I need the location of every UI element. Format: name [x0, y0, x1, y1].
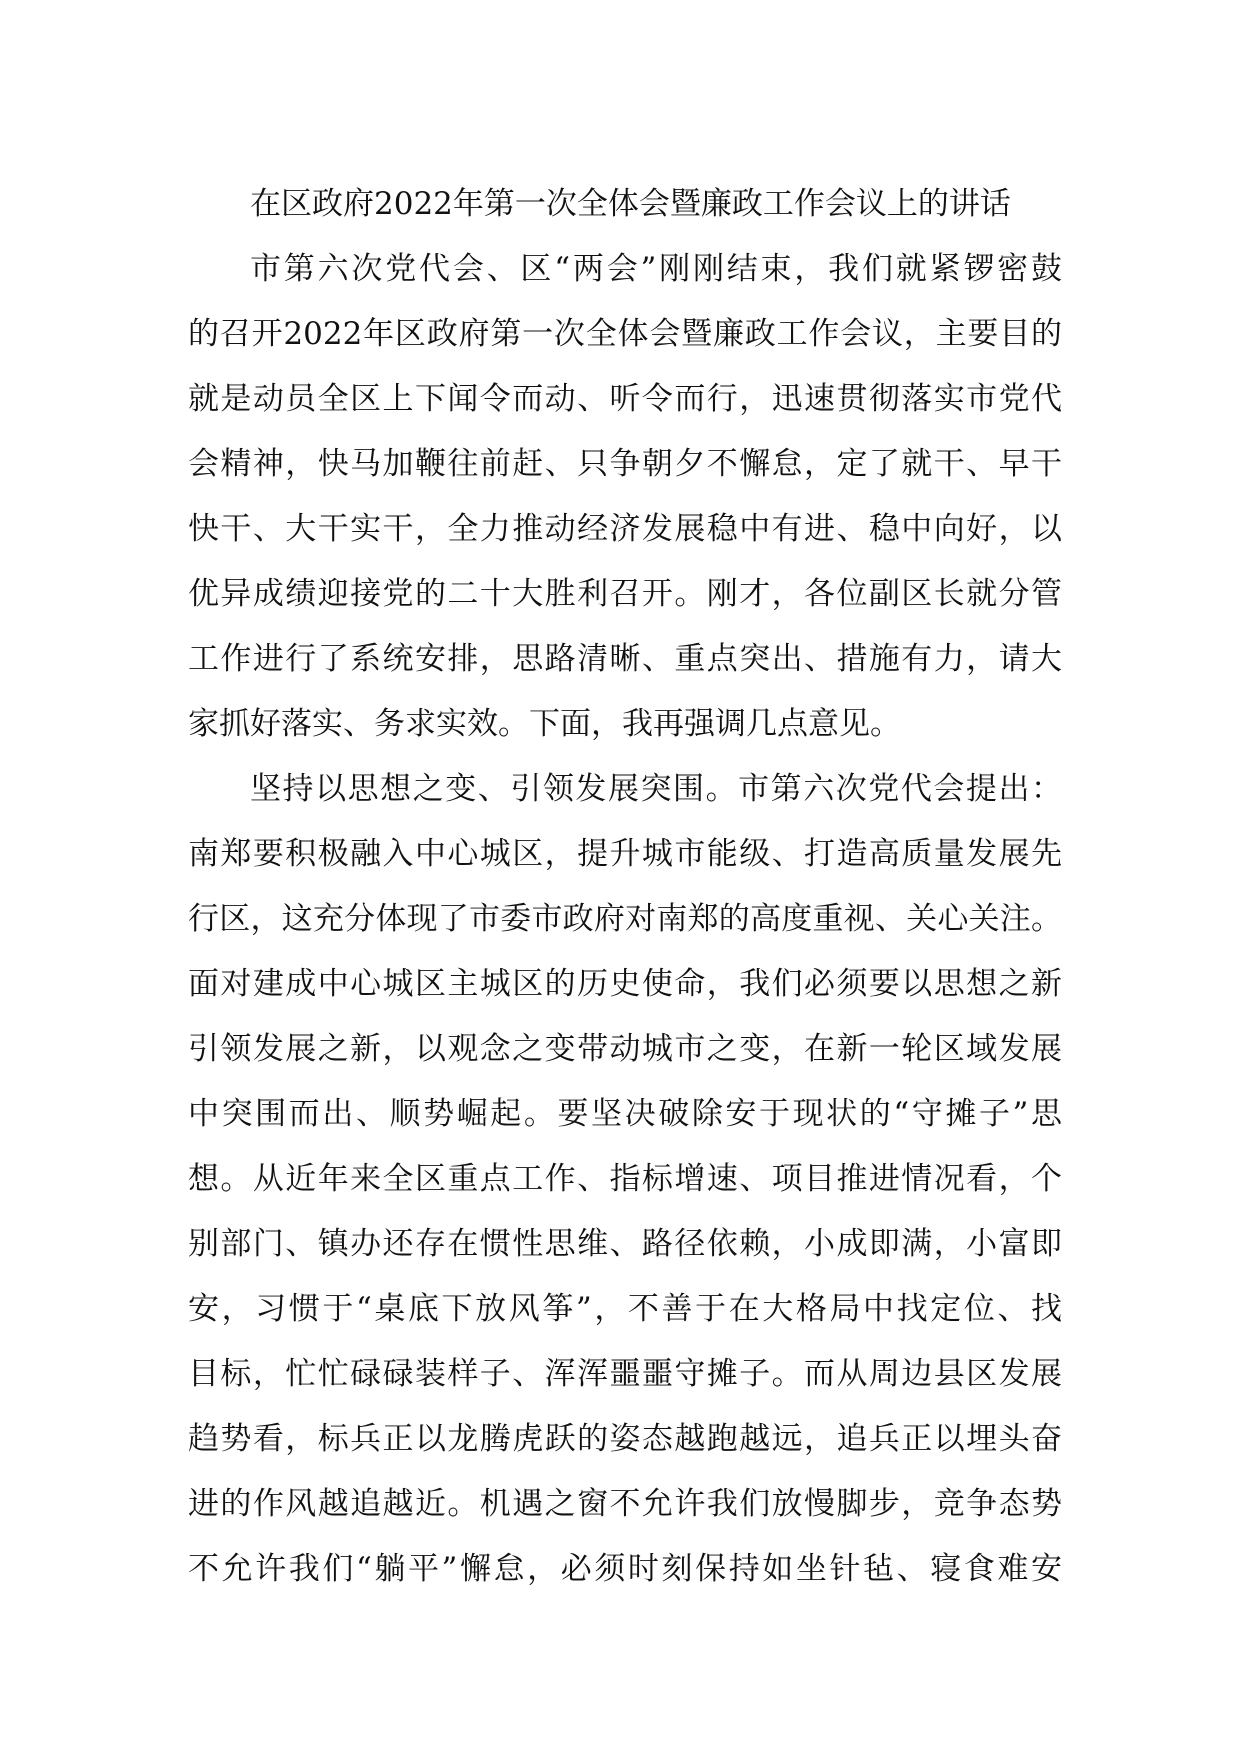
text-line: 家抓好落实、务求实效。下面，我再强调几点意见。: [188, 706, 901, 742]
text-line: 引领发展之新，以观念之变带动城市之变，在新一轮区域发展: [188, 1031, 1062, 1067]
text-line: 的召开2022年区政府第一次全体会暨廉政工作会议，主要目的: [188, 316, 1062, 352]
text-line: 市第六次党代会、区“两会”刚刚结束，我们就紧锣密鼓: [250, 251, 1062, 287]
text-line: 就是动员全区上下闻令而动、听令而行，迅速贯彻落实市党代: [188, 381, 1062, 417]
text-line: 南郑要积极融入中心城区，提升城市能级、打造高质量发展先: [188, 836, 1062, 872]
document-body: [188, 172, 1062, 1602]
text-line: 不允许我们“躺平”懈怠，必须时刻保持如坐针毡、寝食难安: [188, 1551, 1062, 1587]
document-title: 在区政府2022年第一次全体会暨廉政工作会议上的讲话: [250, 186, 1011, 222]
text-line: 优异成绩迎接党的二十大胜利召开。刚才，各位副区长就分管: [188, 576, 1062, 612]
paragraph-2: [188, 757, 1062, 1602]
text-line: 中突围而出、顺势崛起。要坚决破除安于现状的“守摊子”思: [188, 1096, 1062, 1132]
text-line: 快干、大干实干，全力推动经济发展稳中有进、稳中向好，以: [188, 511, 1062, 547]
text-line: 工作进行了系统安排，思路清晰、重点突出、措施有力，请大: [188, 641, 1062, 677]
text-line: 面对建成中心城区主城区的历史使命，我们必须要以思想之新: [188, 966, 1062, 1002]
text-line: 会精神，快马加鞭往前赶、只争朝夕不懈怠，定了就干、早干: [188, 446, 1062, 482]
text-line: 行区，这充分体现了市委市政府对南郑的高度重视、关心关注。: [188, 901, 1062, 937]
text-line: 趋势看，标兵正以龙腾虎跃的姿态越跑越远，追兵正以埋头奋: [188, 1421, 1062, 1457]
text-line: 安，习惯于“桌底下放风筝”，不善于在大格局中找定位、找: [188, 1291, 1062, 1327]
text-line: 进的作风越追越近。机遇之窗不允许我们放慢脚步，竞争态势: [188, 1486, 1062, 1522]
text-line: 别部门、镇办还存在惯性思维、路径依赖，小成即满，小富即: [188, 1226, 1062, 1262]
text-line: 目标，忙忙碌碌装样子、浑浑噩噩守摊子。而从周边县区发展: [188, 1356, 1062, 1392]
text-line: 坚持以思想之变、引领发展突围。市第六次党代会提出：: [250, 771, 1062, 807]
text-line: 想。从近年来全区重点工作、指标增速、项目推进情况看，个: [188, 1161, 1062, 1197]
paragraph-1: [188, 237, 1062, 757]
